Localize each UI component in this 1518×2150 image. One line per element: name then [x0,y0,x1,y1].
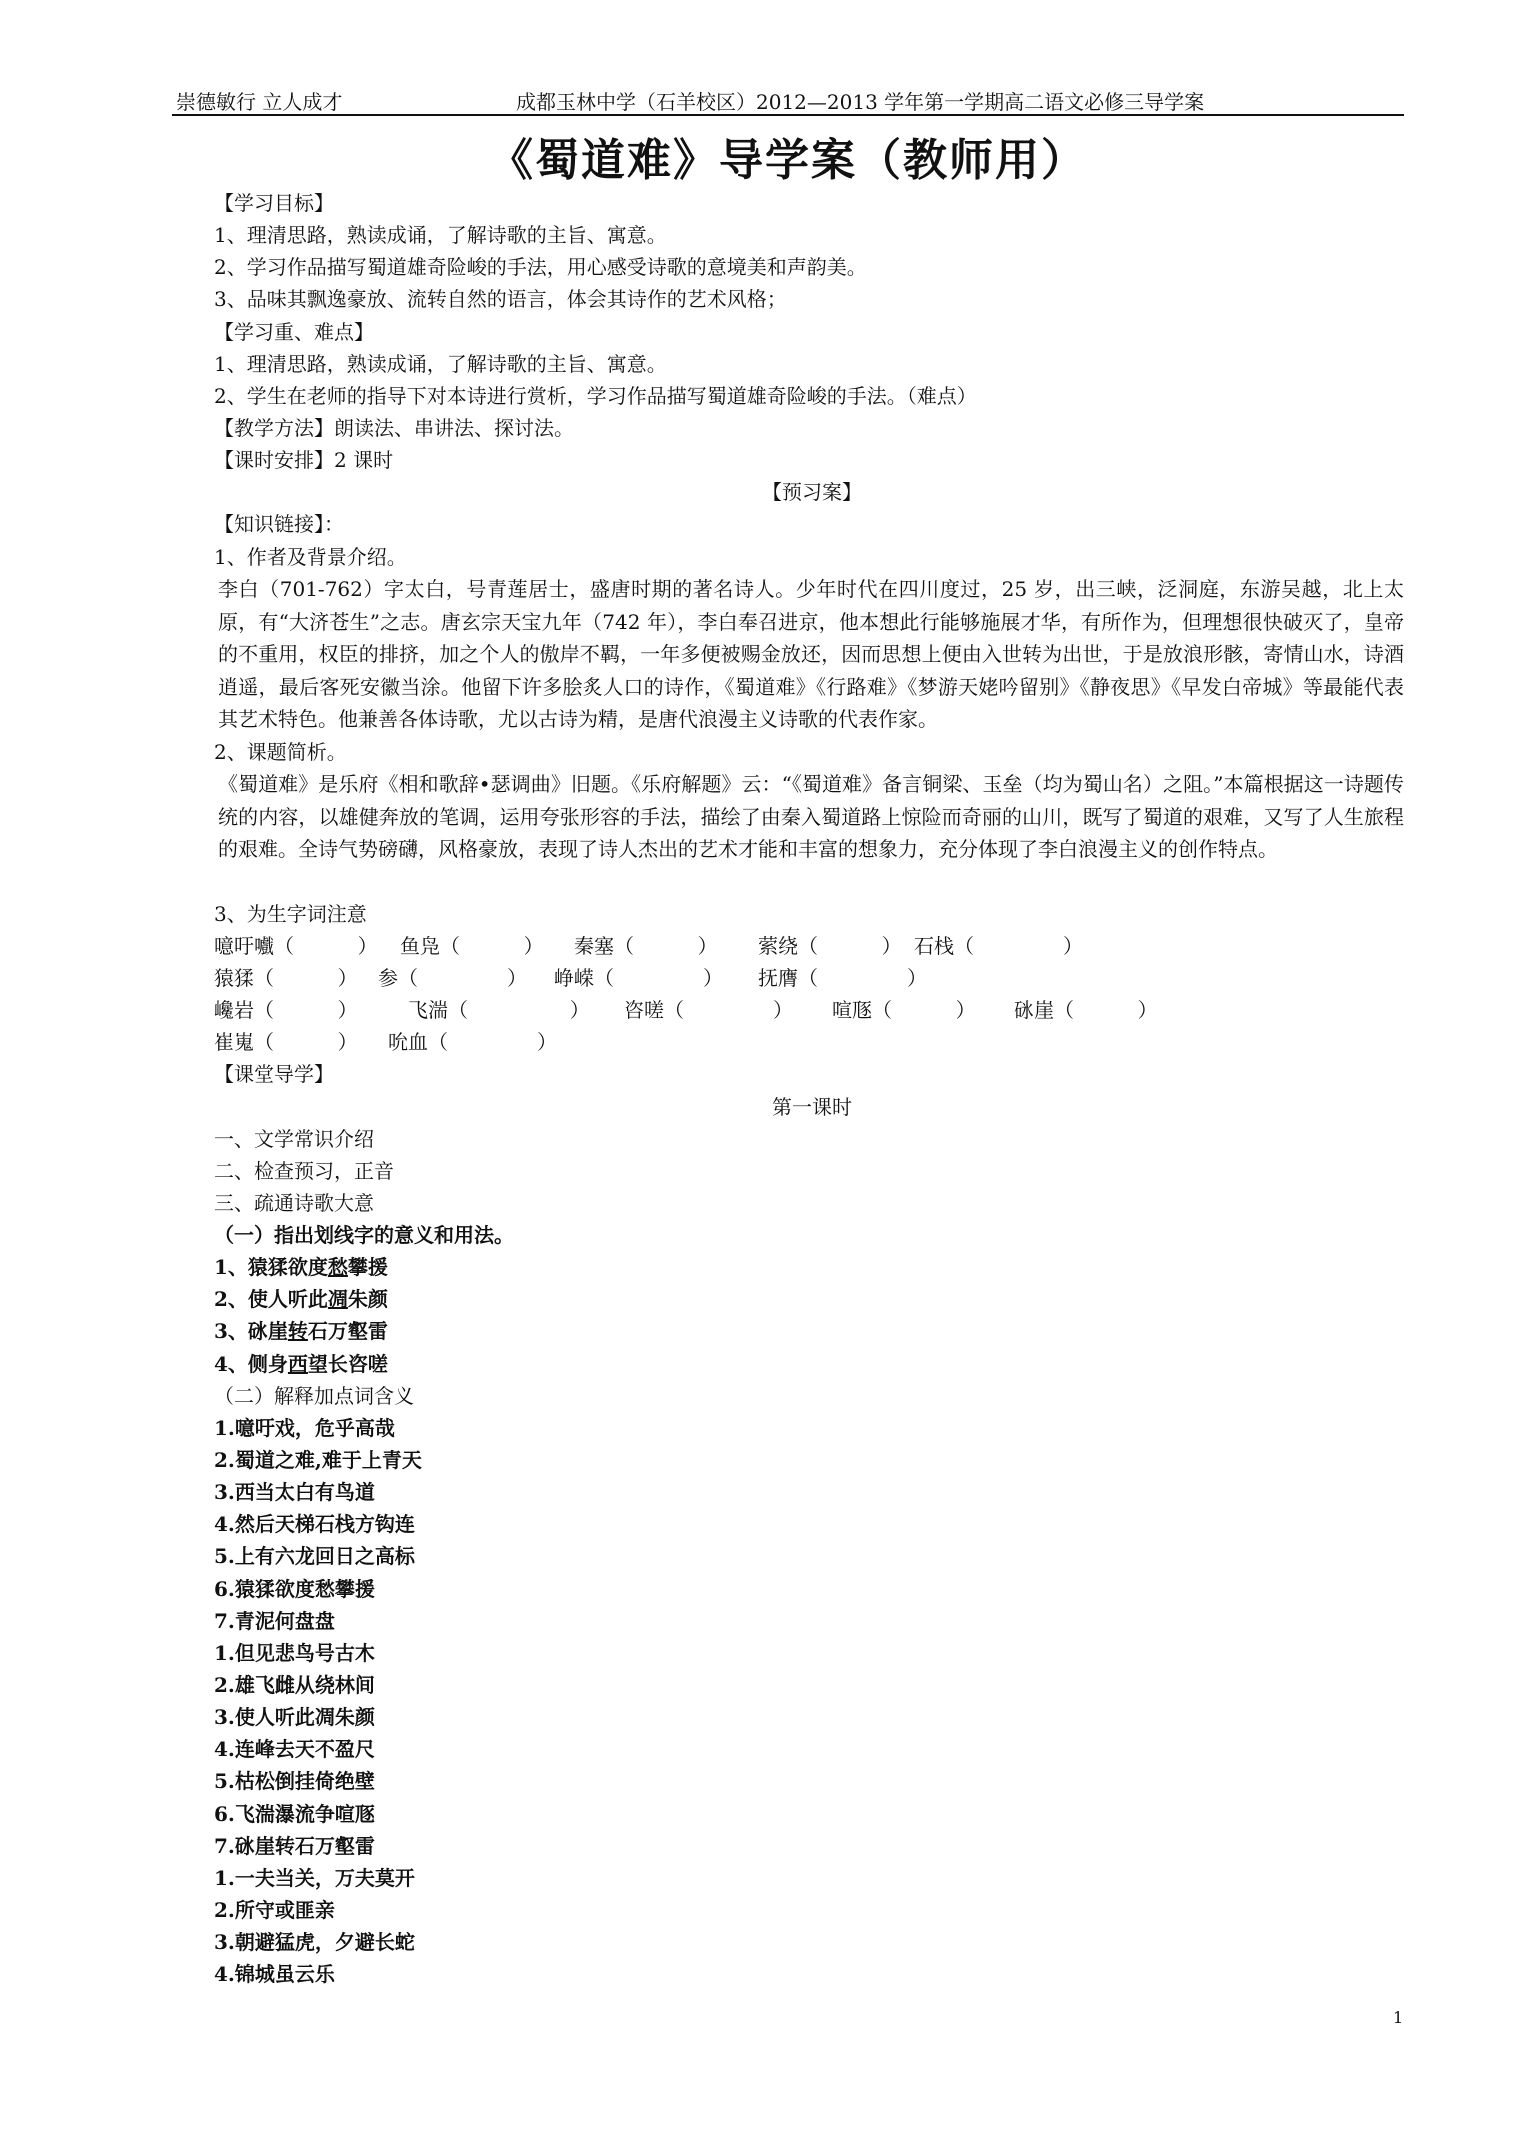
exercise-2-item: 2.蜀道之难,难于上青天 [214,1448,422,1472]
vocab-item: 萦绕（ ） [758,934,902,958]
title-analysis-text: 《蜀道难》是乐府《相和歌辞•瑟调曲》旧题。《乐府解题》云：“《蜀道难》备言铜梁、玉垒（均为蜀山名）之阻。”本篇根据这一诗题传统的内容，以雄健奔放的笔调，运用夸张形容的手法，描绘了由秦入蜀道路上惊险而奇丽的山川，既写了蜀道的艰难，又写了人生旅程的艰难。全诗气势磅礴，风格豪放，表现了诗人杰出的艺术才能和丰富的想象力，充分体现了李白浪漫主义的创作特点。 [218,772,1404,861]
preview-heading: 【预习案】 [762,480,862,504]
vocab-item: 石栈（ ） [914,934,1084,958]
vocab-item: 峥嵘（ ） [554,966,724,990]
exercise-2-heading: （二）解释加点词含义 [214,1384,414,1408]
step-1: 一、文学常识介绍 [214,1127,374,1151]
section-heading-key-points: 【学习重、难点】 [214,320,374,344]
class-schedule: 【课时安排】2 课时 [214,448,394,472]
vocab-item: 吮血（ ） [388,1030,558,1054]
vocab-item: 崔嵬（ ） [214,1030,358,1054]
exercise-1-item: 4、侧身西望长咨嗟 [214,1352,388,1376]
exercise-2-item: 3.朝避猛虎，夕避长蛇 [214,1930,415,1954]
goal-item-2: 2、学习作品描写蜀道雄奇险峻的手法，用心感受诗歌的意境美和声韵美。 [214,255,867,279]
section-heading-goals: 【学习目标】 [214,191,334,215]
exercise-2-item: 6.飞湍瀑流争喧豗 [214,1802,375,1826]
exercise-2-item: 7.砯崖转石万壑雷 [214,1834,375,1858]
vocab-item: 秦塞（ ） [574,934,718,958]
author-background-heading: 1、作者及背景介绍。 [214,545,407,569]
header-school: 成都玉林中学（石羊校区）2012—2013 学年第一学期高二语文必修三导学案 [516,90,1205,114]
exercise-2-item: 2.雄飞雌从绕林间 [214,1673,375,1697]
vocab-item: 巉岩（ ） [214,998,358,1022]
goal-item-3: 3、品味其飘逸豪放、流转自然的语言，体会其诗作的艺术风格； [214,287,787,311]
exercise-2-item: 3.使人听此凋朱颜 [214,1705,375,1729]
exercise-2-item: 4.锦城虽云乐 [214,1962,335,1986]
exercise-2-item: 4.然后天梯石栈方钩连 [214,1512,415,1536]
title-analysis-heading: 2、课题简析。 [214,740,347,764]
exercise-1-heading: （一）指出划线字的意义和用法。 [214,1223,514,1247]
page-title: 《蜀道难》导学案（教师用） [489,135,1087,186]
classroom-guide-heading: 【课堂导学】 [214,1062,334,1086]
vocab-item: 砯崖（ ） [1014,998,1158,1022]
vocab-item: 噫吁嚱（ ） [214,934,378,958]
exercise-2-item: 2.所守或匪亲 [214,1898,335,1922]
author-text: 李白（701-762）字太白，号青莲居士，盛唐时期的著名诗人。少年时代在四川度过，25 岁，出三峡，泛洞庭，东游吴越，北上太原，有“大济苍生”之志。唐玄宗天宝九年（742 年），李白奉召进京，他本想此行能够施展才华，有所作为，但理想很快破灭了，皇帝的不重用，权臣的排挤，加之个人的傲岸不羁，一年多便被赐金放还，因而思想上便由入世转为出世，于是放浪形骸，寄情山水，诗酒逍遥，最后客死安徽当涂。他留下许多脍炙人口的诗作，《蜀道难》《行路难》《梦游天姥吟留别》《静夜思》《早发白帝城》等最能代表其艺术特色。他兼善各体诗歌，尤以古诗为精，是唐代浪漫主义诗歌的代表作家。 [218,577,1404,731]
header-motto: 崇德敏行 立人成才 [176,90,343,114]
exercise-2-item: 4.连峰去天不盈尺 [214,1737,375,1761]
vocab-item: 鱼凫（ ） [400,934,544,958]
vocab-item: 抚膺（ ） [758,966,928,990]
knowledge-link-heading: 【知识链接】： [214,512,344,536]
exercise-2-item: 5.枯松倒挂倚绝壁 [214,1769,375,1793]
step-2: 二、检查预习，正音 [214,1159,394,1183]
vocab-item: 飞湍（ ） [408,998,590,1022]
title-analysis-paragraph [178,768,1404,866]
exercise-2-item: 5.上有六龙回日之高标 [214,1544,415,1568]
vocab-item: 参（ ） [378,966,528,990]
exercise-2-item: 7.青泥何盘盘 [214,1609,335,1633]
exercise-1-item: 2、使人听此凋朱颜 [214,1287,388,1311]
exercise-1-item: 3、砯崖转石万壑雷 [214,1319,388,1343]
page-header [172,86,1404,116]
author-paragraph [178,573,1404,736]
key-point-2: 2、学生在老师的指导下对本诗进行赏析，学习作品描写蜀道雄奇险峻的手法。（难点） [214,384,977,408]
page-number: 1 [1393,2008,1404,2027]
exercise-2-item: 1.但见悲鸟号古木 [214,1641,375,1665]
goal-item-1: 1、理清思路，熟读成诵，了解诗歌的主旨、寓意。 [214,223,667,247]
exercise-2-item: 6.猿猱欲度愁攀援 [214,1577,375,1601]
vocab-item: 喧豗（ ） [832,998,976,1022]
key-point-1: 1、理清思路，熟读成诵，了解诗歌的主旨、寓意。 [214,352,667,376]
exercise-2-item: 1.噫吁戏，危乎高哉 [214,1416,395,1440]
vocab-item: 咨嗟（ ） [624,998,794,1022]
vocab-item: 猿猱（ ） [214,966,358,990]
first-lesson-heading: 第一课时 [772,1095,852,1119]
vocab-heading: 3、为生字词注意 [214,902,367,926]
teaching-method: 【教学方法】朗读法、串讲法、探讨法。 [214,416,574,440]
step-3: 三、疏通诗歌大意 [214,1191,374,1215]
exercise-1-item: 1、猿猱欲度愁攀援 [214,1255,388,1279]
exercise-2-item: 3.西当太白有鸟道 [214,1480,375,1504]
exercise-2-item: 1.一夫当关，万夫莫开 [214,1866,415,1890]
